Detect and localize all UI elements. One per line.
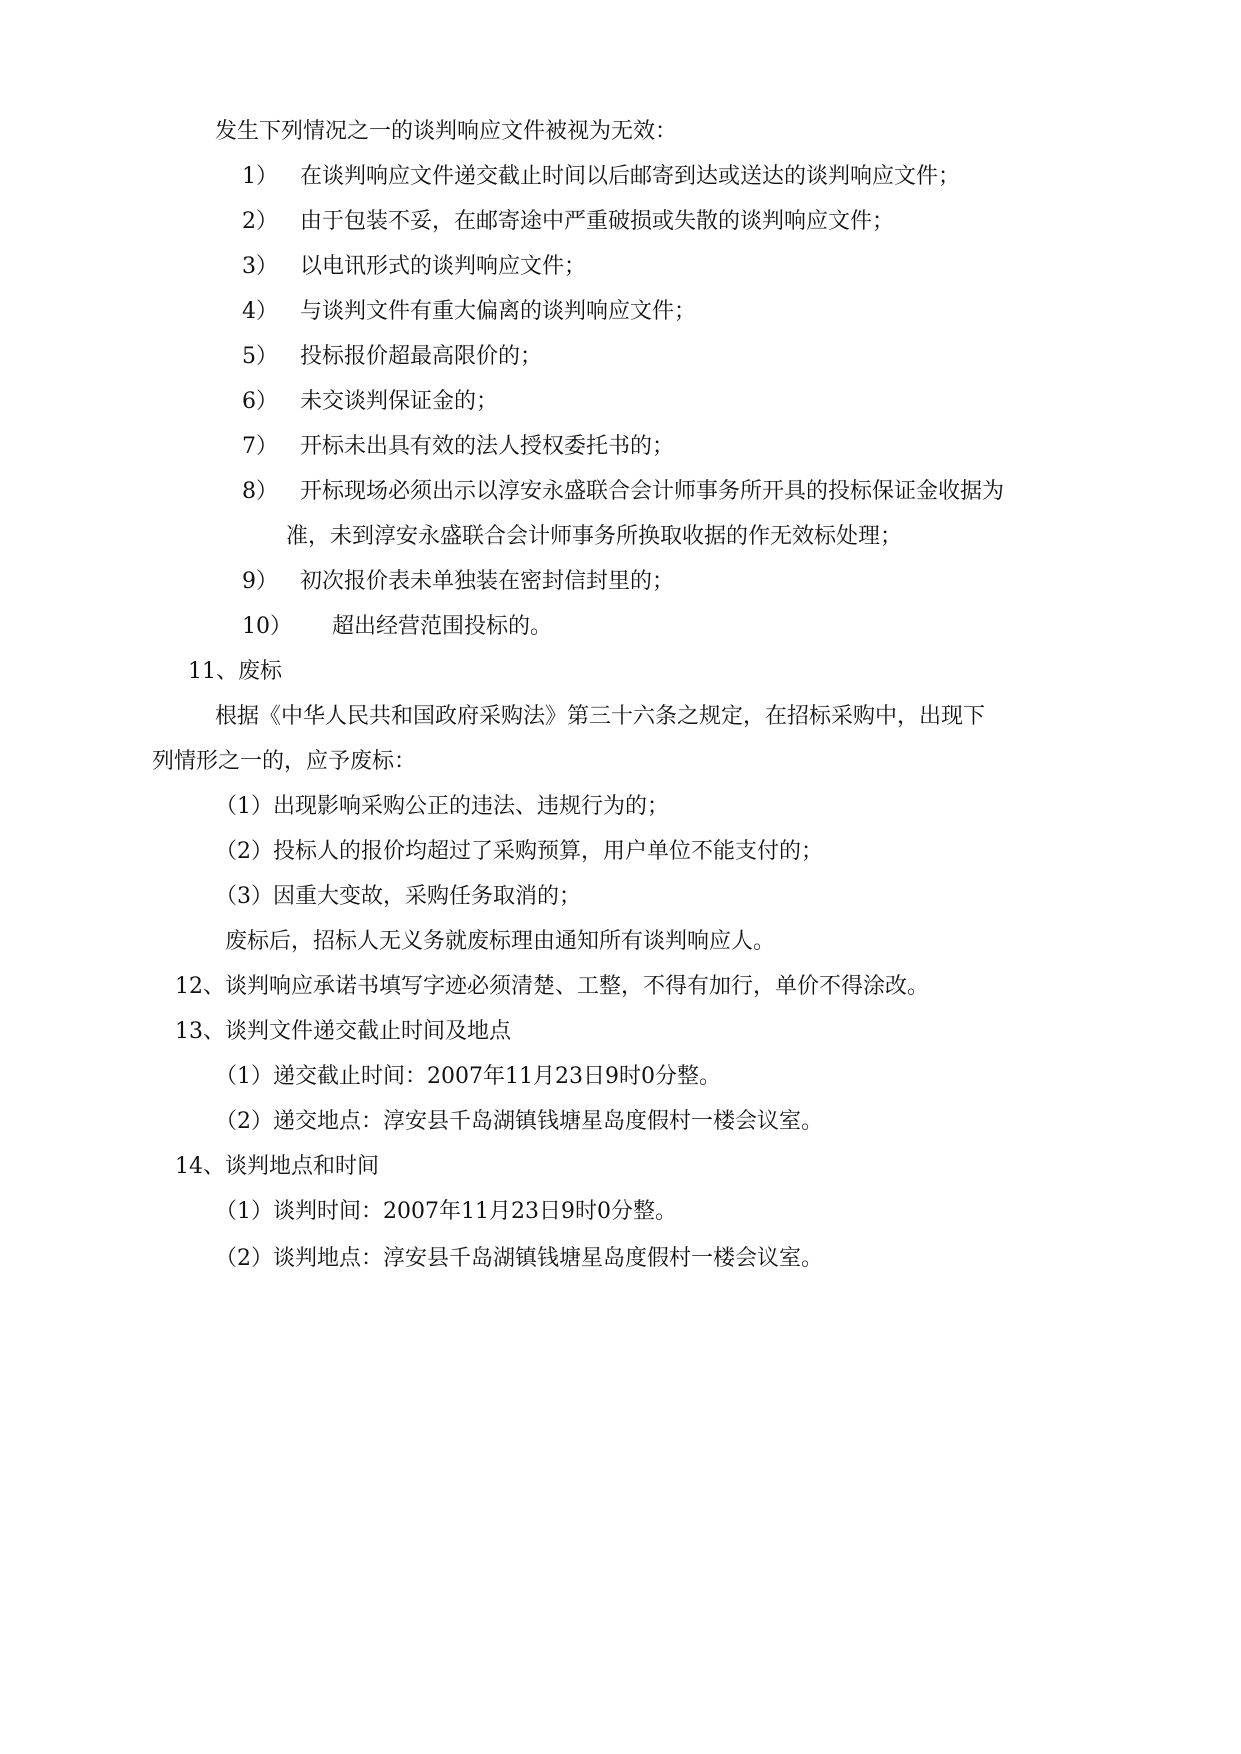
- section-13-item-2: （2）递交地点：淳安县千岛湖镇钱塘星岛度假村一楼会议室。: [215, 1109, 823, 1134]
- section-11-heading: 11、废标: [188, 659, 282, 684]
- invalid-item-6: [242, 387, 498, 417]
- invalid-item-5: [242, 342, 542, 372]
- item-text: 开标未出具有效的法人授权委托书的；: [300, 434, 675, 459]
- section-13-item-1: （1）递交截止时间：2007年11月23日9时0分整。: [215, 1064, 721, 1089]
- section-11-note: 废标后，招标人无义务就废标理由通知所有谈判响应人。: [225, 929, 776, 954]
- invalid-item-1: [242, 162, 960, 192]
- invalid-item-10: [242, 612, 552, 642]
- invalid-intro: 发生下列情况之一的谈判响应文件被视为无效：: [215, 119, 678, 144]
- section-12-heading: 12、谈判响应承诺书填写字迹必须清楚、工整，不得有加行，单价不得涂改。: [175, 974, 929, 999]
- invalid-item-7: [242, 432, 674, 462]
- section-11-item-3: （3）因重大变故，采购任务取消的；: [215, 884, 581, 909]
- section-14-item-1: （1）谈判时间：2007年11月23日9时0分整。: [215, 1199, 677, 1224]
- invalid-item-9: [242, 567, 674, 597]
- item-text: 在谈判响应文件递交截止时间以后邮寄到达或送达的谈判响应文件；: [300, 164, 961, 189]
- item-number: 2）: [242, 209, 278, 234]
- item-text: 超出经营范围投标的。: [332, 614, 553, 639]
- item-number: 6）: [242, 389, 278, 414]
- section-11-item-1: （1）出现影响采购公正的违法、违规行为的；: [215, 794, 669, 819]
- item-number: 5）: [242, 344, 278, 369]
- item-number: 10）: [242, 614, 292, 639]
- item-text: 开标现场必须出示以淳安永盛联合会计师事务所开具的投标保证金收据为: [300, 479, 1005, 504]
- item-number: 8）: [242, 479, 278, 504]
- invalid-item-3: [242, 252, 586, 282]
- invalid-item-2: [242, 207, 894, 237]
- item-text: 初次报价表未单独装在密封信封里的；: [300, 569, 675, 594]
- invalid-item-4: [242, 297, 696, 327]
- item-text: 投标报价超最高限价的；: [300, 344, 543, 369]
- section-14-item-2: （2）谈判地点：淳安县千岛湖镇钱塘星岛度假村一楼会议室。: [215, 1246, 823, 1271]
- section-13-heading: 13、谈判文件递交截止时间及地点: [175, 1019, 511, 1044]
- section-11-paragraph-line-1: 根据《中华人民共和国政府采购法》第三十六条之规定，在招标采购中，出现下: [215, 704, 986, 729]
- item-number: 3）: [242, 254, 278, 279]
- section-11-item-2: （2）投标人的报价均超过了采购预算，用户单位不能支付的；: [215, 839, 823, 864]
- item-text: 与谈判文件有重大偏离的谈判响应文件；: [300, 299, 697, 324]
- item-text: 以电讯形式的谈判响应文件；: [300, 254, 587, 279]
- item-number: 7）: [242, 434, 278, 459]
- item-number: 1）: [242, 164, 278, 189]
- invalid-item-8-continued: 准，未到淳安永盛联合会计师事务所换取收据的作无效标处理；: [286, 524, 903, 549]
- item-text: 未交谈判保证金的；: [300, 389, 499, 414]
- item-text: 由于包装不妥，在邮寄途中严重破损或失散的谈判响应文件；: [300, 209, 895, 234]
- item-number: 9）: [242, 569, 278, 594]
- invalid-item-8: [242, 477, 1004, 507]
- section-11-paragraph-line-2: 列情形之一的，应予废标：: [152, 749, 417, 774]
- section-14-heading: 14、谈判地点和时间: [175, 1154, 379, 1179]
- item-number: 4）: [242, 299, 278, 324]
